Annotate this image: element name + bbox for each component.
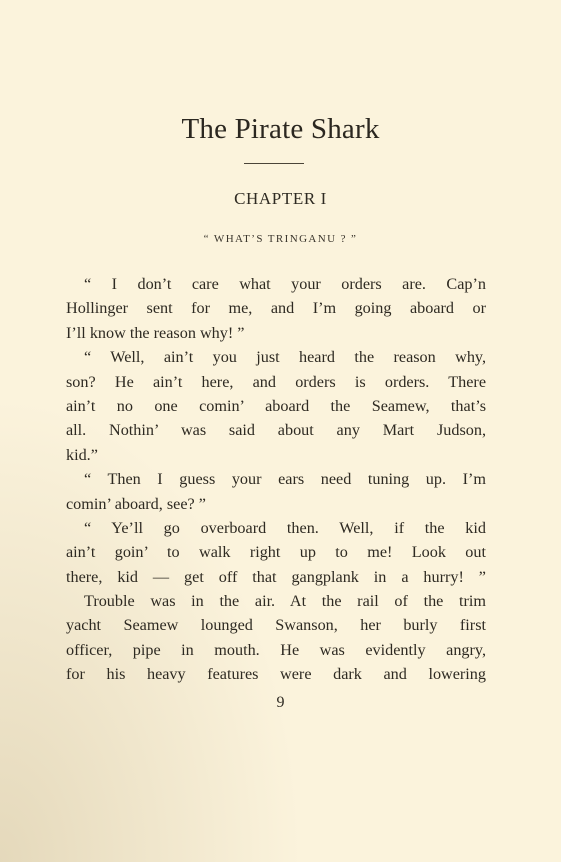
text-line: yacht Seamew lounged Swanson, her burly first — [66, 616, 486, 635]
text-line: “ Then I guess your ears need tuning up. I’m — [84, 470, 486, 489]
text-line: “ Ye’ll go overboard then. Well, if the kid — [84, 518, 486, 537]
text-line: son? He ain’t here, and orders is orders. There — [66, 372, 486, 391]
text-line: there, kid — get off that gangplank in a hurry! ” — [66, 567, 486, 586]
text-line: I’ll know the reason why! ” — [66, 323, 245, 342]
text-line: for his heavy features were dark and lowering — [66, 665, 486, 684]
book-title: The Pirate Shark — [181, 113, 380, 145]
text-line: ain’t goin’ to walk right up to me! Look out — [66, 543, 486, 562]
chapter-title: “ WHAT’S TRINGANU ? ” — [203, 233, 358, 245]
text-line: “ I don’t care what your orders are. Cap’n — [84, 275, 486, 293]
page-number: 9 — [276, 694, 285, 711]
title-rule — [244, 163, 304, 164]
chapter-heading: CHAPTER I — [234, 189, 327, 208]
text-line: ain’t no one comin’ aboard the Seamew, that’s — [66, 396, 486, 415]
body-text — [66, 272, 486, 687]
text-line: comin’ aboard, see? ” — [66, 494, 206, 513]
text-line: “ Well, ain’t you just heard the reason why, — [84, 348, 486, 367]
text-line: all. Nothin’ was said about any Mart Judson, — [66, 421, 486, 440]
text-line: Hollinger sent for me, and I’m going aboard or — [66, 299, 486, 318]
text-line: Trouble was in the air. At the rail of the trim — [84, 592, 486, 611]
text-line: kid.” — [66, 445, 98, 464]
text-line: officer, pipe in mouth. He was evidently angry, — [66, 640, 486, 659]
